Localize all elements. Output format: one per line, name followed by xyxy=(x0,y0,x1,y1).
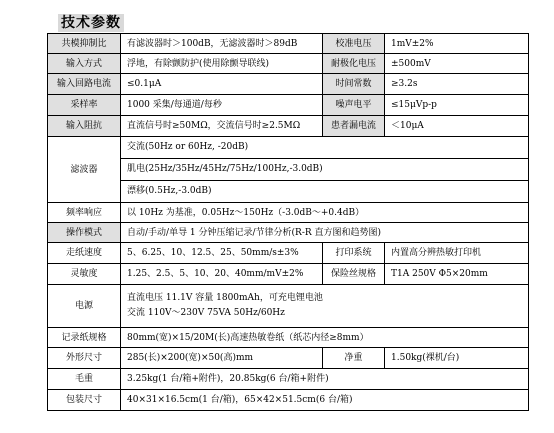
label-patient-leakage: 患者漏电流 xyxy=(323,116,385,137)
table-row xyxy=(48,95,529,116)
table-row xyxy=(48,285,529,328)
value-print-system: 内置高分辨热敏打印机 xyxy=(385,243,529,264)
power-line-ac: 交流 110V～230V 75VA 50Hz/60Hz xyxy=(127,308,285,318)
value-power xyxy=(121,285,529,328)
filter-line-drift: 漂移(0.5Hz,-3.0dB) xyxy=(121,180,528,202)
value-polarization-voltage: ±500mV xyxy=(385,54,529,74)
table-row xyxy=(48,54,529,74)
label-loop-current: 输入回路电流 xyxy=(48,74,121,95)
value-sensitivity: 1.25、2.5、5、10、20、40mm/mV±2% xyxy=(121,264,323,285)
value-time-constant: ≥3.2s xyxy=(385,74,529,95)
spec-table xyxy=(47,33,529,411)
label-input-mode: 输入方式 xyxy=(48,54,121,74)
value-input-impedance: 直流信号时≥50MΩ，交流信号时≥2.5MΩ xyxy=(121,116,323,137)
value-frequency-response: 以 10Hz 为基准，0.05Hz～150Hz（-3.0dB～+0.4dB） xyxy=(121,203,529,223)
filter-line-ac: 交流(50Hz or 60Hz, -20dB) xyxy=(127,142,249,152)
label-frequency-response: 频率响应 xyxy=(48,203,121,223)
table-row xyxy=(48,137,529,203)
page-title: 技术参数 xyxy=(58,14,124,32)
label-calibration-voltage: 校准电压 xyxy=(323,34,385,54)
value-fuse-spec: T1A 250V Φ5×20mm xyxy=(385,264,529,285)
table-row xyxy=(48,369,529,390)
value-calibration-voltage: 1mV±2% xyxy=(385,34,529,54)
value-noise-level: ≤15μVp-p xyxy=(385,95,529,116)
table-row xyxy=(48,116,529,137)
value-paper-speed: 5、6.25、10、12.5、25、50mm/s±3% xyxy=(121,243,323,264)
table-row xyxy=(48,74,529,95)
label-noise-level: 噪声电平 xyxy=(323,95,385,116)
filter-line-emg: 肌电(25Hz/35Hz/45Hz/75Hz/100Hz,-3.0dB) xyxy=(121,158,528,180)
label-dimension: 外形尺寸 xyxy=(48,348,121,369)
value-cmrr: 有滤波器时＞100dB，无滤波器时＞89dB xyxy=(121,34,323,54)
label-fuse-spec: 保险丝规格 xyxy=(323,264,385,285)
table-row xyxy=(48,34,529,54)
table-row xyxy=(48,203,529,223)
label-sampling-rate: 采样率 xyxy=(48,95,121,116)
label-polarization-voltage: 耐极化电压 xyxy=(323,54,385,74)
table-row xyxy=(48,390,529,411)
value-dimension: 285(长)×200(宽)×50(高)mm xyxy=(121,348,323,369)
label-paper-spec: 记录纸规格 xyxy=(48,328,121,348)
label-power: 电源 xyxy=(48,285,121,328)
label-net-weight: 净重 xyxy=(323,348,385,369)
label-sensitivity: 灵敏度 xyxy=(48,264,121,285)
table-row xyxy=(48,328,529,348)
table-row xyxy=(48,264,529,285)
value-paper-spec: 80mm(宽)×15/20M(长)高速热敏卷纸（纸芯内径≥8mm） xyxy=(121,328,529,348)
value-net-weight: 1.50kg(裸机/台) xyxy=(385,348,529,369)
value-package-size: 40×31×16.5cm(1 台/箱)，65×42×51.5cm(6 台/箱) xyxy=(121,390,529,411)
value-filter xyxy=(121,137,529,203)
label-gross-weight: 毛重 xyxy=(48,369,121,390)
label-filter: 滤波器 xyxy=(48,137,121,203)
power-line-dc: 直流电压 11.1V 容量 1800mAh，可充电锂电池 xyxy=(127,293,323,303)
label-paper-speed: 走纸速度 xyxy=(48,243,121,264)
value-input-mode: 浮地，有除颤防护(使用除颤导联线) xyxy=(121,54,323,74)
label-cmrr: 共模抑制比 xyxy=(48,34,121,54)
value-loop-current: ≤0.1μA xyxy=(121,74,323,95)
label-print-system: 打印系统 xyxy=(323,243,385,264)
table-row xyxy=(48,243,529,264)
label-package-size: 包装尺寸 xyxy=(48,390,121,411)
label-input-impedance: 输入阻抗 xyxy=(48,116,121,137)
value-gross-weight: 3.25kg(1 台/箱+附件)，20.85kg(6 台/箱+附件) xyxy=(121,369,529,390)
label-time-constant: 时间常数 xyxy=(323,74,385,95)
value-sampling-rate: 1000 采集/每通道/每秒 xyxy=(121,95,323,116)
value-operation-mode: 自动/手动/单导 1 分钟压缩记录/节律分析(R-R 直方图和趋势图) xyxy=(121,223,529,243)
value-patient-leakage: ＜10μA xyxy=(385,116,529,137)
table-row xyxy=(48,348,529,369)
label-operation-mode: 操作模式 xyxy=(48,223,121,243)
table-row xyxy=(48,223,529,243)
